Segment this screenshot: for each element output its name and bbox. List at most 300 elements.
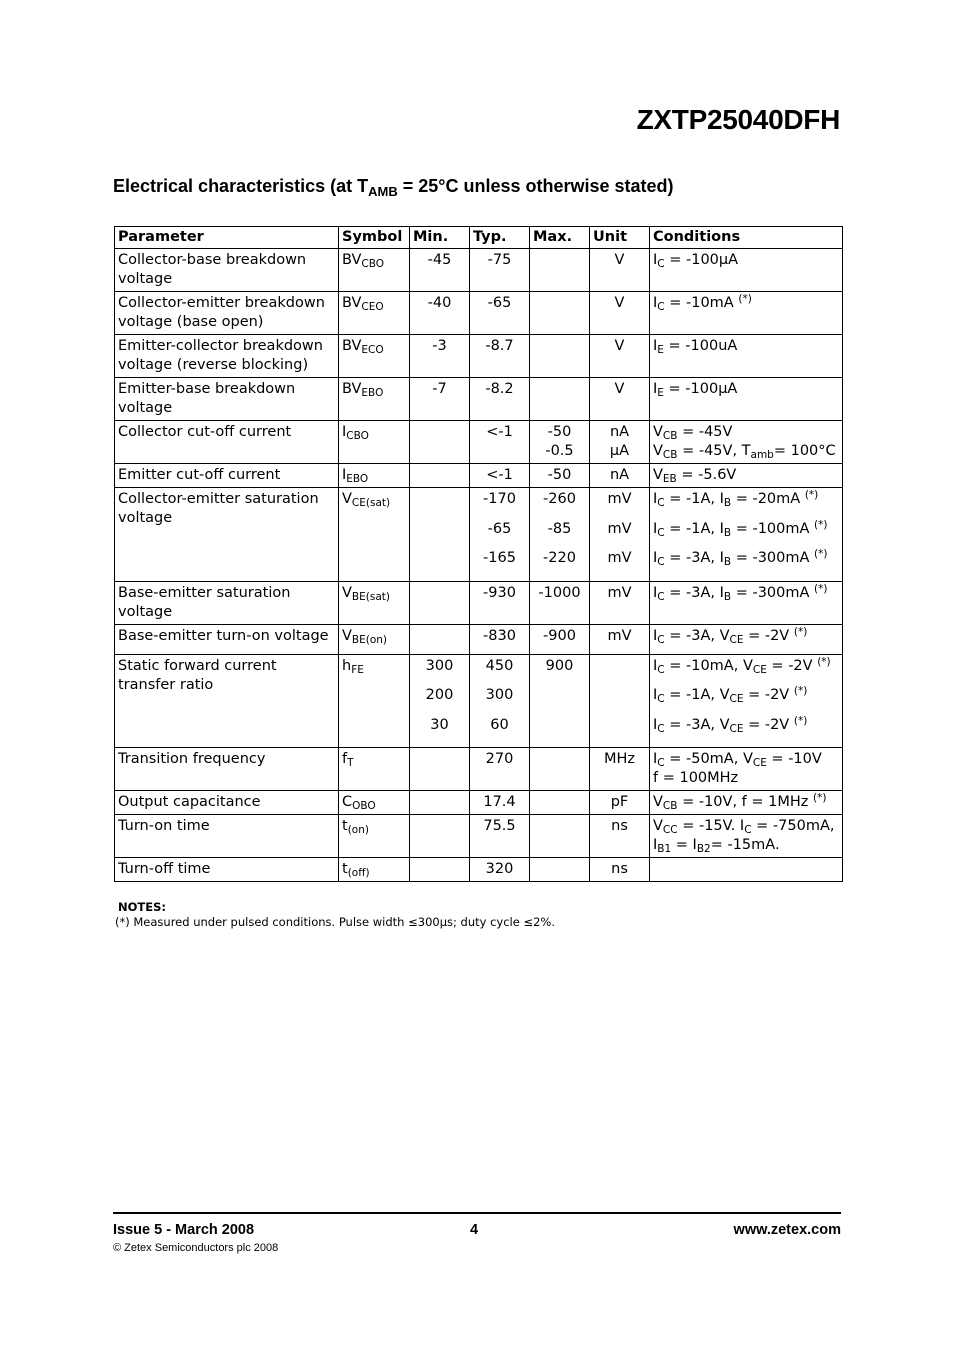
header-conditions: Conditions bbox=[650, 227, 843, 249]
symbol-base: BV bbox=[342, 338, 362, 354]
cell-min-values bbox=[413, 337, 466, 356]
cell-max bbox=[530, 858, 590, 882]
cell-unit bbox=[590, 858, 650, 882]
symbol-subscript: CBO bbox=[361, 258, 385, 270]
cell-typ-value: -170 bbox=[483, 491, 516, 507]
condition-line bbox=[653, 251, 839, 270]
notes-heading: NOTES: bbox=[118, 900, 166, 914]
symbol-subscript: CE(sat) bbox=[351, 497, 391, 509]
cell-max-value: -1000 bbox=[538, 584, 581, 601]
cell-max-value: -900 bbox=[543, 627, 576, 644]
cell-min bbox=[410, 378, 470, 421]
cell-symbol bbox=[339, 858, 410, 882]
cell-min-value: -45 bbox=[427, 252, 452, 268]
cell-unit-values bbox=[593, 860, 646, 879]
cell-typ bbox=[470, 748, 530, 791]
condition-text: = -2V bbox=[766, 657, 818, 674]
condition-line bbox=[653, 380, 839, 399]
condition-line bbox=[653, 337, 839, 356]
cell-min bbox=[410, 654, 470, 748]
cell-unit-value: mV bbox=[607, 491, 632, 507]
symbol-base: C bbox=[342, 794, 353, 810]
conditions-lines bbox=[653, 337, 839, 356]
cell-unit-value: mV bbox=[607, 627, 632, 644]
cell-conditions bbox=[650, 654, 843, 748]
table-row bbox=[115, 378, 843, 421]
condition-line bbox=[653, 860, 839, 879]
condition-subscript: B bbox=[723, 556, 732, 568]
cell-conditions bbox=[650, 249, 843, 292]
condition-text: I bbox=[653, 550, 658, 566]
condition-note-ref: (*) bbox=[814, 518, 828, 531]
condition-line bbox=[653, 520, 839, 550]
cell-unit-value: ns bbox=[611, 818, 628, 834]
footer-website: www.zetex.com bbox=[733, 1222, 841, 1238]
cell-unit bbox=[590, 378, 650, 421]
cell-symbol bbox=[339, 748, 410, 791]
condition-text: = -100mA bbox=[731, 520, 815, 537]
symbol-base: V bbox=[342, 584, 352, 601]
cell-typ-values bbox=[473, 657, 526, 746]
cell-symbol bbox=[339, 421, 410, 464]
conditions-lines bbox=[653, 423, 839, 461]
cell-typ-values bbox=[473, 380, 526, 399]
condition-text: V bbox=[653, 424, 663, 440]
cell-max-value: -50 bbox=[547, 467, 572, 483]
cell-symbol bbox=[339, 292, 410, 335]
cell-min bbox=[410, 488, 470, 582]
cell-max-values bbox=[533, 490, 586, 579]
cell-max bbox=[530, 464, 590, 488]
cell-unit-value: MHz bbox=[603, 751, 636, 767]
condition-line bbox=[653, 584, 839, 603]
cell-min bbox=[410, 858, 470, 882]
cell-typ-values bbox=[473, 860, 526, 879]
cell-conditions bbox=[650, 378, 843, 421]
cell-unit-value: mV bbox=[607, 550, 632, 566]
cell-conditions bbox=[650, 624, 843, 654]
table-row bbox=[115, 335, 843, 378]
condition-line bbox=[653, 294, 839, 313]
table-row bbox=[115, 748, 843, 791]
cell-parameter: Emitter-base breakdown voltage bbox=[115, 378, 339, 421]
condition-subscript: E bbox=[657, 344, 664, 356]
cell-conditions bbox=[650, 464, 843, 488]
condition-text: I bbox=[653, 751, 658, 767]
condition-text: I bbox=[653, 584, 658, 601]
cell-conditions bbox=[650, 421, 843, 464]
condition-line bbox=[653, 750, 839, 769]
cell-parameter: Base-emitter turn-on voltage bbox=[115, 624, 339, 654]
cell-unit-values bbox=[593, 466, 646, 485]
condition-text: I bbox=[653, 657, 658, 674]
condition-subscript: C bbox=[657, 722, 665, 735]
condition-subscript: C bbox=[657, 497, 665, 509]
condition-note-ref: (*) bbox=[813, 792, 827, 804]
condition-line bbox=[653, 423, 839, 442]
condition-subscript: CB bbox=[662, 449, 678, 461]
cell-typ bbox=[470, 654, 530, 748]
symbol-subscript: EBO bbox=[346, 473, 369, 485]
cell-unit-values bbox=[593, 423, 646, 461]
cell-min bbox=[410, 464, 470, 488]
condition-subscript: CE bbox=[729, 722, 744, 735]
cell-min-values bbox=[413, 251, 466, 270]
cell-typ bbox=[470, 335, 530, 378]
cell-unit-value: ns bbox=[611, 861, 628, 877]
condition-subscript: C bbox=[744, 824, 752, 836]
cell-typ bbox=[470, 464, 530, 488]
condition-subscript: C bbox=[657, 757, 665, 769]
condition-text: I bbox=[653, 687, 658, 703]
cell-typ-value: -930 bbox=[483, 584, 516, 601]
cell-unit-value: mV bbox=[607, 520, 632, 537]
symbol-subscript: ECO bbox=[361, 344, 384, 356]
footer-copyright: © Zetex Semiconductors plc 2008 bbox=[113, 1242, 279, 1254]
condition-subscript: CE bbox=[752, 757, 767, 769]
symbol-subscript: (off) bbox=[347, 867, 370, 879]
conditions-lines bbox=[653, 657, 839, 746]
conditions-lines bbox=[653, 584, 839, 603]
condition-text: I bbox=[653, 837, 658, 853]
table-row bbox=[115, 791, 843, 815]
conditions-lines bbox=[653, 860, 839, 879]
cell-typ-value: -65 bbox=[487, 295, 512, 311]
condition-text: = -1A, I bbox=[664, 520, 724, 537]
footer-page-number: 4 bbox=[470, 1222, 479, 1238]
condition-subscript: CE bbox=[729, 693, 744, 705]
header-max: Max. bbox=[530, 227, 590, 249]
condition-text: V bbox=[653, 794, 663, 810]
condition-text: = -3A, I bbox=[664, 550, 724, 566]
cell-min-value: -7 bbox=[432, 381, 447, 397]
condition-text: V bbox=[653, 443, 663, 459]
condition-note-ref: (*) bbox=[814, 582, 828, 595]
cell-unit-value: µA bbox=[609, 443, 630, 459]
condition-text: I bbox=[653, 381, 658, 397]
condition-subscript: B1 bbox=[657, 843, 672, 855]
cell-unit-value: V bbox=[614, 381, 625, 397]
table-row bbox=[115, 249, 843, 292]
symbol-subscript: BE(on) bbox=[351, 633, 388, 646]
condition-text: I bbox=[653, 520, 658, 537]
condition-text: = -1A, I bbox=[664, 491, 724, 507]
condition-line bbox=[653, 817, 839, 836]
cell-unit bbox=[590, 249, 650, 292]
header-symbol: Symbol bbox=[339, 227, 410, 249]
cell-max-value: -260 bbox=[543, 491, 576, 507]
cell-conditions bbox=[650, 488, 843, 582]
cell-max bbox=[530, 335, 590, 378]
condition-line bbox=[653, 490, 839, 520]
header-typ: Typ. bbox=[470, 227, 530, 249]
symbol-base: I bbox=[342, 467, 347, 483]
conditions-lines bbox=[653, 793, 839, 812]
footer-divider bbox=[113, 1212, 841, 1214]
cell-min-value: 300 bbox=[425, 657, 454, 674]
cell-typ bbox=[470, 249, 530, 292]
cell-symbol bbox=[339, 581, 410, 624]
symbol-base: BV bbox=[342, 295, 362, 311]
cell-unit-value: mV bbox=[607, 584, 632, 601]
conditions-lines bbox=[653, 490, 839, 579]
cell-unit-value: V bbox=[614, 295, 625, 311]
header-parameter: Parameter bbox=[115, 227, 339, 249]
cell-typ bbox=[470, 378, 530, 421]
cell-conditions bbox=[650, 791, 843, 815]
condition-text: = -100uA bbox=[663, 338, 738, 354]
conditions-lines bbox=[653, 750, 839, 788]
symbol-base: t bbox=[342, 818, 348, 834]
condition-note-ref: (*) bbox=[793, 714, 808, 727]
condition-text: V bbox=[653, 818, 663, 834]
cell-typ bbox=[470, 858, 530, 882]
condition-text: = -10V, f = 1MHz bbox=[677, 794, 813, 810]
cell-conditions bbox=[650, 748, 843, 791]
cell-symbol bbox=[339, 249, 410, 292]
table-row bbox=[115, 858, 843, 882]
cell-min-values bbox=[413, 657, 466, 746]
symbol-base: h bbox=[342, 657, 352, 674]
cell-min-values bbox=[413, 294, 466, 313]
cell-unit-values bbox=[593, 251, 646, 270]
condition-subscript: EB bbox=[662, 473, 677, 485]
condition-subscript: CE bbox=[729, 633, 744, 646]
condition-text: I bbox=[653, 491, 658, 507]
condition-text: = 100°C bbox=[773, 443, 836, 459]
cell-max bbox=[530, 378, 590, 421]
symbol-subscript: CBO bbox=[346, 430, 369, 442]
cell-max-value: 900 bbox=[545, 657, 574, 674]
condition-line bbox=[653, 627, 839, 646]
cell-typ bbox=[470, 791, 530, 815]
cell-min bbox=[410, 421, 470, 464]
condition-text: I bbox=[653, 295, 658, 311]
condition-line bbox=[653, 442, 839, 461]
condition-text: I bbox=[653, 716, 658, 733]
condition-text: = -5.6V bbox=[676, 467, 737, 483]
cell-max-value: -0.5 bbox=[545, 443, 574, 459]
condition-subscript: B bbox=[723, 590, 732, 603]
cell-unit-value: V bbox=[614, 252, 625, 268]
condition-text: = -10mA bbox=[664, 295, 739, 311]
cell-parameter: Collector-base breakdown voltage bbox=[115, 249, 339, 292]
cell-min bbox=[410, 335, 470, 378]
condition-text: = -300mA bbox=[731, 584, 815, 601]
cell-max-value: -50 bbox=[547, 424, 572, 440]
cell-unit-value: V bbox=[614, 338, 625, 354]
condition-subscript: C bbox=[657, 633, 665, 646]
cell-min-value: -3 bbox=[432, 338, 447, 354]
notes-text: (*) Measured under pulsed conditions. Pulse width ≤300µs; duty cycle ≤2%. bbox=[115, 915, 556, 929]
cell-typ-value: <-1 bbox=[486, 424, 513, 440]
condition-subscript: CC bbox=[662, 824, 678, 836]
condition-text: = -750mA, bbox=[751, 818, 835, 834]
cell-typ bbox=[470, 292, 530, 335]
condition-text: = -15V. I bbox=[677, 818, 745, 834]
cell-typ-values bbox=[473, 750, 526, 769]
table-row bbox=[115, 292, 843, 335]
cell-min bbox=[410, 624, 470, 654]
cell-min-values bbox=[413, 380, 466, 399]
symbol-base: BV bbox=[342, 252, 362, 268]
cell-typ-value: 17.4 bbox=[483, 794, 516, 810]
cell-max-value: -85 bbox=[547, 520, 572, 537]
cell-typ-values bbox=[473, 817, 526, 836]
condition-text: = -10V bbox=[766, 751, 822, 767]
cell-unit-value: pF bbox=[610, 794, 629, 810]
cell-typ-value: -165 bbox=[483, 550, 516, 566]
cell-symbol bbox=[339, 464, 410, 488]
condition-note-ref: (*) bbox=[804, 489, 819, 501]
condition-text: = -100µA bbox=[663, 381, 738, 397]
cell-typ-values bbox=[473, 490, 526, 579]
notes bbox=[115, 900, 555, 930]
condition-subscript: C bbox=[657, 556, 665, 568]
condition-text: = -3A, V bbox=[664, 716, 730, 733]
cell-max-values bbox=[533, 584, 586, 603]
cell-unit bbox=[590, 815, 650, 858]
condition-line bbox=[653, 657, 839, 687]
cell-max bbox=[530, 654, 590, 748]
cell-min bbox=[410, 581, 470, 624]
cell-typ-value: <-1 bbox=[486, 467, 513, 483]
cell-max bbox=[530, 249, 590, 292]
cell-typ bbox=[470, 581, 530, 624]
cell-parameter: Collector-emitter saturation voltage bbox=[115, 488, 339, 582]
cell-parameter: Emitter-collector breakdown voltage (reverse blocking) bbox=[115, 335, 339, 378]
condition-subscript: C bbox=[657, 301, 665, 313]
cell-unit bbox=[590, 292, 650, 335]
cell-typ-value: 60 bbox=[490, 716, 509, 733]
cell-unit bbox=[590, 421, 650, 464]
cell-parameter: Turn-on time bbox=[115, 815, 339, 858]
symbol-subscript: T bbox=[347, 757, 354, 769]
condition-text: = -300mA bbox=[731, 550, 815, 566]
condition-text: = -10mA, V bbox=[664, 657, 753, 674]
condition-subscript: B bbox=[723, 497, 732, 509]
symbol-base: I bbox=[342, 424, 347, 440]
conditions-lines bbox=[653, 294, 839, 313]
symbol-base: BV bbox=[342, 381, 362, 397]
condition-text: = -45V, T bbox=[677, 443, 751, 459]
conditions-lines bbox=[653, 627, 839, 646]
cell-symbol bbox=[339, 815, 410, 858]
cell-typ-values bbox=[473, 793, 526, 812]
symbol-base: V bbox=[342, 491, 352, 507]
cell-unit bbox=[590, 624, 650, 654]
cell-typ bbox=[470, 624, 530, 654]
condition-subscript: B bbox=[723, 526, 732, 539]
cell-typ-value: 75.5 bbox=[483, 818, 516, 834]
condition-subscript: CE bbox=[752, 663, 767, 676]
condition-line bbox=[653, 549, 839, 579]
cell-typ-values bbox=[473, 423, 526, 442]
condition-subscript: E bbox=[657, 387, 664, 399]
cell-symbol bbox=[339, 791, 410, 815]
cell-typ-value: 270 bbox=[485, 751, 514, 767]
cell-conditions bbox=[650, 335, 843, 378]
cell-unit bbox=[590, 464, 650, 488]
condition-text: = -2V bbox=[743, 716, 794, 733]
cell-symbol bbox=[339, 654, 410, 748]
cell-conditions bbox=[650, 815, 843, 858]
cell-typ-values bbox=[473, 251, 526, 270]
heading-text: Electrical characteristics (at T bbox=[113, 176, 369, 196]
cell-unit bbox=[590, 581, 650, 624]
cell-unit bbox=[590, 654, 650, 748]
cell-symbol bbox=[339, 624, 410, 654]
cell-unit-value: nA bbox=[609, 424, 630, 440]
cell-unit bbox=[590, 488, 650, 582]
cell-typ bbox=[470, 815, 530, 858]
cell-max-values bbox=[533, 657, 586, 687]
header-unit: Unit bbox=[590, 227, 650, 249]
cell-max bbox=[530, 421, 590, 464]
cell-max bbox=[530, 815, 590, 858]
cell-typ-values bbox=[473, 627, 526, 646]
condition-note-ref: (*) bbox=[817, 655, 831, 668]
table-row bbox=[115, 815, 843, 858]
cell-symbol bbox=[339, 335, 410, 378]
condition-text: = -100µA bbox=[664, 252, 739, 268]
symbol-base: V bbox=[342, 627, 352, 644]
table-row bbox=[115, 654, 843, 748]
cell-unit-values bbox=[593, 490, 646, 579]
symbol-base: f bbox=[342, 751, 348, 767]
cell-max-values bbox=[533, 423, 586, 461]
condition-text: = -1A, V bbox=[664, 687, 730, 703]
conditions-lines bbox=[653, 251, 839, 270]
condition-subscript: CB bbox=[662, 430, 678, 442]
cell-unit-values bbox=[593, 750, 646, 769]
condition-text: = -45V bbox=[677, 424, 733, 440]
condition-line bbox=[653, 793, 839, 812]
cell-conditions bbox=[650, 292, 843, 335]
section-heading bbox=[113, 176, 674, 197]
condition-subscript: C bbox=[657, 526, 665, 539]
cell-min-value: 30 bbox=[430, 716, 449, 733]
condition-subscript: C bbox=[657, 590, 665, 603]
condition-note-ref: (*) bbox=[793, 625, 808, 638]
symbol-subscript: CEO bbox=[361, 301, 384, 313]
document-title: ZXTP25040DFH bbox=[636, 104, 840, 135]
condition-text: = I bbox=[671, 837, 697, 853]
cell-min bbox=[410, 791, 470, 815]
condition-note-ref: (*) bbox=[814, 548, 828, 560]
conditions-lines bbox=[653, 817, 839, 855]
condition-text: = -2V bbox=[743, 627, 794, 644]
cell-min-value: 200 bbox=[425, 687, 454, 703]
symbol-subscript: EBO bbox=[361, 387, 384, 399]
condition-text: I bbox=[653, 338, 658, 354]
symbol-subscript: BE(sat) bbox=[351, 590, 390, 603]
cell-typ-values bbox=[473, 337, 526, 356]
condition-line bbox=[653, 686, 839, 716]
condition-text: I bbox=[653, 627, 658, 644]
symbol-subscript: (on) bbox=[347, 824, 369, 836]
condition-subscript: C bbox=[657, 693, 665, 705]
cell-typ-value: 320 bbox=[485, 861, 514, 877]
cell-max bbox=[530, 624, 590, 654]
cell-unit bbox=[590, 335, 650, 378]
condition-note-ref: (*) bbox=[793, 685, 808, 697]
condition-subscript: C bbox=[657, 258, 665, 270]
cell-typ-value: 300 bbox=[485, 687, 514, 703]
cell-parameter: Output capacitance bbox=[115, 791, 339, 815]
condition-text: = -20mA bbox=[731, 491, 805, 507]
condition-note-ref: (*) bbox=[738, 293, 752, 305]
